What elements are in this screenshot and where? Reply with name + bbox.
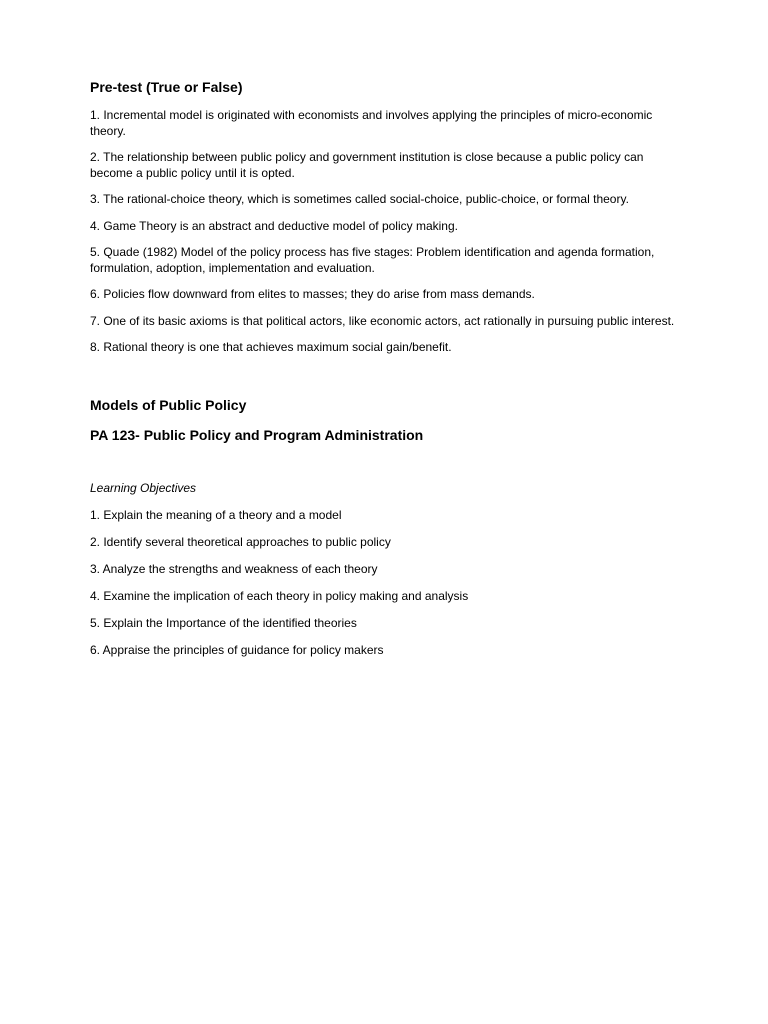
pretest-item: 1. Incremental model is originated with economists and involves applying the principles of micro-economic theory.	[90, 108, 653, 138]
models-heading: Models of Public Policy	[90, 396, 247, 413]
course-heading: PA 123- Public Policy and Program Administration	[90, 426, 424, 443]
objective-item: 4. Examine the implication of each theory in policy making and analysis	[90, 588, 469, 603]
objective-item: 1. Explain the meaning of a theory and a model	[90, 507, 342, 522]
objective-item: 3. Analyze the strengths and weakness of each theory	[90, 561, 378, 576]
pretest-item: 7. One of its basic axioms is that political actors, like economic actors, act rationally in pursuing public interest.	[90, 313, 675, 328]
objective-item: 6. Appraise the principles of guidance for policy makers	[90, 642, 384, 657]
pretest-item: 4. Game Theory is an abstract and deductive model of policy making.	[90, 218, 458, 233]
objective-item: 2. Identify several theoretical approaches to public policy	[90, 534, 391, 549]
objective-item: 5. Explain the Importance of the identified theories	[90, 615, 357, 630]
pretest-item: 8. Rational theory is one that achieves maximum social gain/benefit.	[90, 340, 452, 354]
pretest-heading: Pre-test (True or False)	[90, 79, 243, 95]
document-page	[90, 78, 688, 669]
pretest-item: 6. Policies flow downward from elites to masses; they do arise from mass demands.	[90, 287, 535, 301]
pretest-item: 3. The rational-choice theory, which is sometimes called social-choice, public-choice, or formal theory.	[90, 192, 629, 206]
learning-objectives-heading: Learning Objectives	[90, 480, 197, 495]
pretest-item: 5. Quade (1982) Model of the policy process has five stages: Problem identification and agenda formation, formulation, adoption, implementation and evaluation.	[90, 245, 655, 275]
pretest-item: 2. The relationship between public policy and government institution is close because a public policy can become a public policy until it is opted.	[90, 150, 644, 180]
